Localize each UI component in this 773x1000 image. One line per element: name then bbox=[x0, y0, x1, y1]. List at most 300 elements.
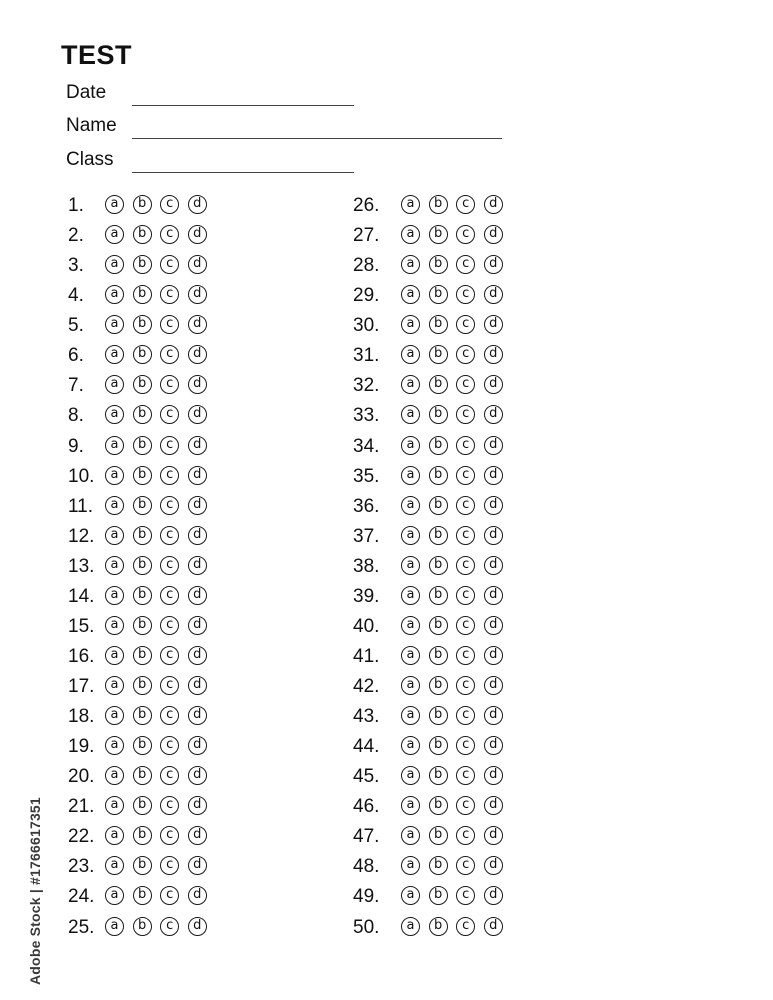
question-number: 37. bbox=[353, 525, 380, 547]
option-c-bubble[interactable]: c bbox=[160, 405, 179, 424]
option-c-bubble[interactable]: c bbox=[160, 586, 179, 605]
option-b-bubble[interactable]: b bbox=[133, 796, 152, 815]
option-b-bubble[interactable]: b bbox=[429, 255, 448, 274]
option-b-bubble[interactable]: b bbox=[429, 285, 448, 304]
option-b-bubble[interactable]: b bbox=[133, 856, 152, 875]
option-c-bubble[interactable]: c bbox=[160, 646, 179, 665]
option-a-bubble[interactable]: a bbox=[105, 646, 124, 665]
question-row bbox=[353, 192, 553, 222]
question-row bbox=[68, 312, 268, 342]
option-b-bubble[interactable]: b bbox=[429, 195, 448, 214]
question-row bbox=[353, 523, 553, 553]
question-number: 16. bbox=[68, 645, 95, 667]
option-d-bubble[interactable]: d bbox=[484, 917, 503, 936]
option-c-bubble[interactable]: c bbox=[160, 225, 179, 244]
option-d-bubble[interactable]: d bbox=[188, 405, 207, 424]
answer-options bbox=[401, 436, 511, 455]
option-b-bubble[interactable]: b bbox=[133, 886, 152, 905]
question-number: 32. bbox=[353, 375, 380, 397]
option-c-bubble[interactable]: c bbox=[160, 375, 179, 394]
option-d-bubble[interactable]: d bbox=[188, 886, 207, 905]
option-a-bubble[interactable]: a bbox=[401, 616, 420, 635]
option-d-bubble[interactable]: d bbox=[188, 315, 207, 334]
question-number: 8. bbox=[68, 405, 84, 427]
answer-options bbox=[105, 826, 215, 845]
answer-column-left bbox=[68, 192, 268, 944]
option-b-bubble[interactable]: b bbox=[133, 826, 152, 845]
option-a-bubble[interactable]: a bbox=[401, 405, 420, 424]
option-a-bubble[interactable]: a bbox=[401, 436, 420, 455]
option-a-bubble[interactable]: a bbox=[105, 856, 124, 875]
question-row bbox=[353, 703, 553, 733]
option-a-bubble[interactable]: a bbox=[105, 496, 124, 515]
option-b-bubble[interactable]: b bbox=[429, 676, 448, 695]
option-a-bubble[interactable]: a bbox=[401, 526, 420, 545]
option-d-bubble[interactable]: d bbox=[484, 466, 503, 485]
option-d-bubble[interactable]: d bbox=[484, 736, 503, 755]
option-b-bubble[interactable]: b bbox=[429, 706, 448, 725]
option-d-bubble[interactable]: d bbox=[484, 405, 503, 424]
option-c-bubble[interactable]: c bbox=[160, 917, 179, 936]
question-number: 3. bbox=[68, 255, 84, 277]
option-a-bubble[interactable]: a bbox=[105, 255, 124, 274]
question-row bbox=[68, 192, 268, 222]
option-a-bubble[interactable]: a bbox=[105, 436, 124, 455]
option-d-bubble[interactable]: d bbox=[484, 586, 503, 605]
option-a-bubble[interactable]: a bbox=[401, 315, 420, 334]
option-d-bubble[interactable]: d bbox=[484, 375, 503, 394]
option-b-bubble[interactable]: b bbox=[429, 466, 448, 485]
option-a-bubble[interactable]: a bbox=[105, 195, 124, 214]
question-row bbox=[353, 222, 553, 252]
option-b-bubble[interactable]: b bbox=[429, 225, 448, 244]
answer-options bbox=[105, 285, 215, 304]
option-c-bubble[interactable]: c bbox=[456, 436, 475, 455]
option-b-bubble[interactable]: b bbox=[133, 706, 152, 725]
option-d-bubble[interactable]: d bbox=[484, 345, 503, 364]
option-a-bubble[interactable]: a bbox=[401, 496, 420, 515]
option-d-bubble[interactable]: d bbox=[484, 706, 503, 725]
option-a-bubble[interactable]: a bbox=[401, 195, 420, 214]
option-d-bubble[interactable]: d bbox=[188, 345, 207, 364]
question-row bbox=[353, 583, 553, 613]
option-a-bubble[interactable]: a bbox=[401, 375, 420, 394]
answer-options bbox=[401, 315, 511, 334]
option-c-bubble[interactable]: c bbox=[456, 466, 475, 485]
option-d-bubble[interactable]: d bbox=[188, 436, 207, 455]
option-c-bubble[interactable]: c bbox=[160, 496, 179, 515]
question-number: 46. bbox=[353, 796, 380, 818]
question-number: 31. bbox=[353, 345, 380, 367]
option-b-bubble[interactable]: b bbox=[133, 496, 152, 515]
option-c-bubble[interactable]: c bbox=[160, 736, 179, 755]
option-a-bubble[interactable]: a bbox=[105, 345, 124, 364]
question-number: 23. bbox=[68, 856, 95, 878]
question-number: 22. bbox=[68, 826, 95, 848]
option-d-bubble[interactable]: d bbox=[188, 917, 207, 936]
option-d-bubble[interactable]: d bbox=[484, 285, 503, 304]
option-b-bubble[interactable]: b bbox=[133, 466, 152, 485]
option-b-bubble[interactable]: b bbox=[429, 886, 448, 905]
question-row bbox=[68, 733, 268, 763]
option-d-bubble[interactable]: d bbox=[188, 225, 207, 244]
option-d-bubble[interactable]: d bbox=[188, 826, 207, 845]
question-number: 15. bbox=[68, 615, 95, 637]
option-a-bubble[interactable]: a bbox=[401, 766, 420, 785]
option-a-bubble[interactable]: a bbox=[105, 706, 124, 725]
question-number: 24. bbox=[68, 886, 95, 908]
option-b-bubble[interactable]: b bbox=[133, 586, 152, 605]
option-c-bubble[interactable]: c bbox=[456, 195, 475, 214]
answer-options bbox=[105, 436, 215, 455]
date-line[interactable] bbox=[132, 105, 354, 106]
question-number: 14. bbox=[68, 585, 95, 607]
question-row bbox=[68, 853, 268, 883]
answer-options bbox=[401, 826, 511, 845]
option-c-bubble[interactable]: c bbox=[456, 586, 475, 605]
answer-options bbox=[401, 255, 511, 274]
question-number: 17. bbox=[68, 676, 95, 697]
option-a-bubble[interactable]: a bbox=[105, 616, 124, 635]
option-b-bubble[interactable]: b bbox=[429, 315, 448, 334]
question-number: 6. bbox=[68, 345, 84, 367]
question-number: 19. bbox=[68, 736, 95, 758]
answer-options bbox=[105, 315, 215, 334]
option-b-bubble[interactable]: b bbox=[429, 345, 448, 364]
option-b-bubble[interactable]: b bbox=[429, 405, 448, 424]
question-row bbox=[68, 282, 268, 312]
question-row bbox=[353, 463, 553, 493]
class-line[interactable] bbox=[132, 172, 354, 173]
question-number: 42. bbox=[353, 676, 380, 697]
option-c-bubble[interactable]: c bbox=[160, 766, 179, 785]
question-row bbox=[68, 763, 268, 793]
question-number: 2. bbox=[68, 225, 84, 247]
option-b-bubble[interactable]: b bbox=[429, 917, 448, 936]
answer-options bbox=[401, 195, 511, 214]
option-b-bubble[interactable]: b bbox=[133, 917, 152, 936]
option-a-bubble[interactable]: a bbox=[401, 917, 420, 936]
option-b-bubble[interactable]: b bbox=[133, 526, 152, 545]
option-d-bubble[interactable]: d bbox=[188, 586, 207, 605]
question-number: 35. bbox=[353, 465, 380, 487]
option-c-bubble[interactable]: c bbox=[456, 315, 475, 334]
option-a-bubble[interactable]: a bbox=[105, 285, 124, 304]
option-c-bubble[interactable]: c bbox=[160, 345, 179, 364]
option-b-bubble[interactable]: b bbox=[133, 766, 152, 785]
option-c-bubble[interactable]: c bbox=[160, 676, 179, 695]
answer-options bbox=[105, 345, 215, 364]
answer-options bbox=[105, 736, 215, 755]
option-a-bubble[interactable]: a bbox=[105, 375, 124, 394]
answer-options bbox=[105, 375, 215, 394]
option-d-bubble[interactable]: d bbox=[188, 556, 207, 575]
option-d-bubble[interactable]: d bbox=[484, 556, 503, 575]
option-b-bubble[interactable]: b bbox=[133, 285, 152, 304]
option-c-bubble[interactable]: c bbox=[456, 706, 475, 725]
option-c-bubble[interactable]: c bbox=[160, 826, 179, 845]
option-d-bubble[interactable]: d bbox=[188, 496, 207, 515]
option-c-bubble[interactable]: c bbox=[456, 616, 475, 635]
answer-options bbox=[105, 646, 215, 665]
answer-options bbox=[105, 917, 215, 936]
answer-options bbox=[401, 917, 511, 936]
answer-options bbox=[105, 255, 215, 274]
answer-options bbox=[401, 886, 511, 905]
question-number: 28. bbox=[353, 255, 380, 277]
option-a-bubble[interactable]: a bbox=[105, 796, 124, 815]
option-b-bubble[interactable]: b bbox=[429, 646, 448, 665]
option-a-bubble[interactable]: a bbox=[401, 826, 420, 845]
question-number: 50. bbox=[353, 916, 380, 938]
question-number: 9. bbox=[68, 435, 84, 457]
option-d-bubble[interactable]: d bbox=[188, 526, 207, 545]
option-d-bubble[interactable]: d bbox=[484, 255, 503, 274]
option-d-bubble[interactable]: d bbox=[188, 736, 207, 755]
option-b-bubble[interactable]: b bbox=[429, 826, 448, 845]
question-row bbox=[353, 883, 553, 913]
option-d-bubble[interactable]: d bbox=[484, 436, 503, 455]
option-a-bubble[interactable]: a bbox=[401, 886, 420, 905]
answer-options bbox=[401, 285, 511, 304]
question-number: 44. bbox=[353, 736, 380, 758]
option-a-bubble[interactable]: a bbox=[401, 556, 420, 575]
option-a-bubble[interactable]: a bbox=[105, 466, 124, 485]
option-c-bubble[interactable]: c bbox=[160, 315, 179, 334]
option-d-bubble[interactable]: d bbox=[484, 676, 503, 695]
option-b-bubble[interactable]: b bbox=[429, 736, 448, 755]
question-row bbox=[353, 433, 553, 463]
option-b-bubble[interactable]: b bbox=[429, 556, 448, 575]
question-row bbox=[353, 793, 553, 823]
option-d-bubble[interactable]: d bbox=[484, 856, 503, 875]
option-a-bubble[interactable]: a bbox=[105, 766, 124, 785]
option-c-bubble[interactable]: c bbox=[160, 436, 179, 455]
option-c-bubble[interactable]: c bbox=[456, 345, 475, 364]
option-b-bubble[interactable]: b bbox=[133, 736, 152, 755]
option-c-bubble[interactable]: c bbox=[456, 405, 475, 424]
option-a-bubble[interactable]: a bbox=[401, 706, 420, 725]
page-title: TEST bbox=[61, 40, 133, 70]
option-c-bubble[interactable]: c bbox=[160, 255, 179, 274]
option-c-bubble[interactable]: c bbox=[456, 736, 475, 755]
option-d-bubble[interactable]: d bbox=[188, 195, 207, 214]
question-number: 39. bbox=[353, 585, 380, 607]
question-row bbox=[68, 823, 268, 853]
option-b-bubble[interactable]: b bbox=[429, 586, 448, 605]
option-c-bubble[interactable]: c bbox=[456, 646, 475, 665]
answer-options bbox=[401, 225, 511, 244]
option-a-bubble[interactable]: a bbox=[401, 856, 420, 875]
answer-options bbox=[105, 616, 215, 635]
question-row bbox=[353, 282, 553, 312]
option-b-bubble[interactable]: b bbox=[429, 796, 448, 815]
option-c-bubble[interactable]: c bbox=[456, 826, 475, 845]
question-number: 43. bbox=[353, 706, 380, 728]
option-d-bubble[interactable]: d bbox=[484, 826, 503, 845]
option-c-bubble[interactable]: c bbox=[456, 285, 475, 304]
question-row bbox=[353, 312, 553, 342]
option-d-bubble[interactable]: d bbox=[188, 375, 207, 394]
question-row bbox=[353, 402, 553, 432]
option-c-bubble[interactable]: c bbox=[456, 496, 475, 515]
option-a-bubble[interactable]: a bbox=[105, 676, 124, 695]
option-c-bubble[interactable]: c bbox=[160, 466, 179, 485]
option-c-bubble[interactable]: c bbox=[160, 706, 179, 725]
option-a-bubble[interactable]: a bbox=[401, 676, 420, 695]
option-d-bubble[interactable]: d bbox=[484, 315, 503, 334]
answer-options bbox=[401, 616, 511, 635]
option-c-bubble[interactable]: c bbox=[456, 917, 475, 936]
option-c-bubble[interactable]: c bbox=[160, 195, 179, 214]
option-c-bubble[interactable]: c bbox=[160, 886, 179, 905]
option-d-bubble[interactable]: d bbox=[188, 616, 207, 635]
option-a-bubble[interactable]: a bbox=[105, 315, 124, 334]
question-number: 41. bbox=[353, 645, 380, 667]
option-c-bubble[interactable]: c bbox=[160, 856, 179, 875]
question-row bbox=[353, 823, 553, 853]
option-d-bubble[interactable]: d bbox=[484, 886, 503, 905]
option-b-bubble[interactable]: b bbox=[133, 255, 152, 274]
option-a-bubble[interactable]: a bbox=[105, 526, 124, 545]
option-a-bubble[interactable]: a bbox=[105, 405, 124, 424]
option-a-bubble[interactable]: a bbox=[401, 586, 420, 605]
question-row bbox=[68, 433, 268, 463]
question-number: 27. bbox=[353, 225, 380, 247]
question-row bbox=[68, 883, 268, 913]
option-d-bubble[interactable]: d bbox=[484, 526, 503, 545]
option-c-bubble[interactable]: c bbox=[160, 616, 179, 635]
date-label: Date bbox=[66, 82, 107, 103]
answer-options bbox=[105, 586, 215, 605]
question-number: 11. bbox=[68, 495, 94, 517]
option-c-bubble[interactable]: c bbox=[456, 856, 475, 875]
option-c-bubble[interactable]: c bbox=[456, 676, 475, 695]
option-a-bubble[interactable]: a bbox=[401, 255, 420, 274]
option-a-bubble[interactable]: a bbox=[105, 826, 124, 845]
option-d-bubble[interactable]: d bbox=[484, 766, 503, 785]
option-a-bubble[interactable]: a bbox=[401, 796, 420, 815]
option-a-bubble[interactable]: a bbox=[105, 586, 124, 605]
option-b-bubble[interactable]: b bbox=[133, 676, 152, 695]
answer-options bbox=[401, 466, 511, 485]
option-c-bubble[interactable]: c bbox=[456, 225, 475, 244]
option-a-bubble[interactable]: a bbox=[401, 646, 420, 665]
option-d-bubble[interactable]: d bbox=[188, 466, 207, 485]
option-d-bubble[interactable]: d bbox=[484, 616, 503, 635]
option-d-bubble[interactable]: d bbox=[188, 646, 207, 665]
question-number: 30. bbox=[353, 315, 380, 337]
option-d-bubble[interactable]: d bbox=[188, 285, 207, 304]
option-b-bubble[interactable]: b bbox=[133, 375, 152, 394]
question-number: 34. bbox=[353, 435, 380, 457]
question-row bbox=[353, 763, 553, 793]
answer-options bbox=[401, 375, 511, 394]
option-a-bubble[interactable]: a bbox=[105, 736, 124, 755]
option-d-bubble[interactable]: d bbox=[188, 766, 207, 785]
option-b-bubble[interactable]: b bbox=[429, 856, 448, 875]
option-c-bubble[interactable]: c bbox=[160, 285, 179, 304]
option-b-bubble[interactable]: b bbox=[429, 766, 448, 785]
option-c-bubble[interactable]: c bbox=[456, 255, 475, 274]
question-number: 26. bbox=[353, 195, 380, 216]
watermark-side-text: Adobe Stock | #1766617351 bbox=[27, 797, 43, 985]
option-b-bubble[interactable]: b bbox=[429, 375, 448, 394]
option-d-bubble[interactable]: d bbox=[188, 676, 207, 695]
question-row bbox=[353, 613, 553, 643]
option-d-bubble[interactable]: d bbox=[188, 255, 207, 274]
option-a-bubble[interactable]: a bbox=[105, 886, 124, 905]
option-b-bubble[interactable]: b bbox=[429, 496, 448, 515]
option-a-bubble[interactable]: a bbox=[401, 345, 420, 364]
option-a-bubble[interactable]: a bbox=[105, 917, 124, 936]
option-a-bubble[interactable]: a bbox=[401, 225, 420, 244]
question-row bbox=[68, 402, 268, 432]
option-d-bubble[interactable]: d bbox=[484, 796, 503, 815]
option-b-bubble[interactable]: b bbox=[429, 436, 448, 455]
option-b-bubble[interactable]: b bbox=[133, 646, 152, 665]
option-d-bubble[interactable]: d bbox=[484, 646, 503, 665]
option-d-bubble[interactable]: d bbox=[484, 225, 503, 244]
option-b-bubble[interactable]: b bbox=[133, 195, 152, 214]
option-d-bubble[interactable]: d bbox=[188, 856, 207, 875]
option-a-bubble[interactable]: a bbox=[401, 736, 420, 755]
option-a-bubble[interactable]: a bbox=[401, 285, 420, 304]
option-c-bubble[interactable]: c bbox=[160, 526, 179, 545]
answer-options bbox=[401, 496, 511, 515]
question-row bbox=[353, 673, 553, 703]
option-c-bubble[interactable]: c bbox=[456, 766, 475, 785]
option-c-bubble[interactable]: c bbox=[456, 886, 475, 905]
option-b-bubble[interactable]: b bbox=[133, 315, 152, 334]
option-d-bubble[interactable]: d bbox=[188, 706, 207, 725]
option-a-bubble[interactable]: a bbox=[105, 556, 124, 575]
answer-options bbox=[105, 766, 215, 785]
answer-options bbox=[401, 405, 511, 424]
option-b-bubble[interactable]: b bbox=[133, 556, 152, 575]
option-a-bubble[interactable]: a bbox=[401, 466, 420, 485]
question-row bbox=[68, 583, 268, 613]
question-number: 7. bbox=[68, 375, 84, 397]
question-row bbox=[353, 493, 553, 523]
answer-options bbox=[401, 706, 511, 725]
question-number: 47. bbox=[353, 826, 380, 848]
answer-options bbox=[105, 195, 215, 214]
name-line[interactable] bbox=[132, 138, 502, 139]
option-b-bubble[interactable]: b bbox=[429, 616, 448, 635]
option-b-bubble[interactable]: b bbox=[133, 345, 152, 364]
option-d-bubble[interactable]: d bbox=[188, 796, 207, 815]
option-c-bubble[interactable]: c bbox=[160, 796, 179, 815]
option-b-bubble[interactable]: b bbox=[133, 405, 152, 424]
option-c-bubble[interactable]: c bbox=[456, 375, 475, 394]
option-d-bubble[interactable]: d bbox=[484, 496, 503, 515]
option-d-bubble[interactable]: d bbox=[484, 195, 503, 214]
question-row bbox=[353, 643, 553, 673]
option-b-bubble[interactable]: b bbox=[133, 225, 152, 244]
option-a-bubble[interactable]: a bbox=[105, 225, 124, 244]
option-b-bubble[interactable]: b bbox=[429, 526, 448, 545]
option-c-bubble[interactable]: c bbox=[456, 556, 475, 575]
option-b-bubble[interactable]: b bbox=[133, 616, 152, 635]
option-b-bubble[interactable]: b bbox=[133, 436, 152, 455]
option-c-bubble[interactable]: c bbox=[456, 796, 475, 815]
question-number: 13. bbox=[68, 555, 95, 577]
question-row bbox=[353, 372, 553, 402]
option-c-bubble[interactable]: c bbox=[456, 526, 475, 545]
answer-options bbox=[105, 706, 215, 725]
option-c-bubble[interactable]: c bbox=[160, 556, 179, 575]
